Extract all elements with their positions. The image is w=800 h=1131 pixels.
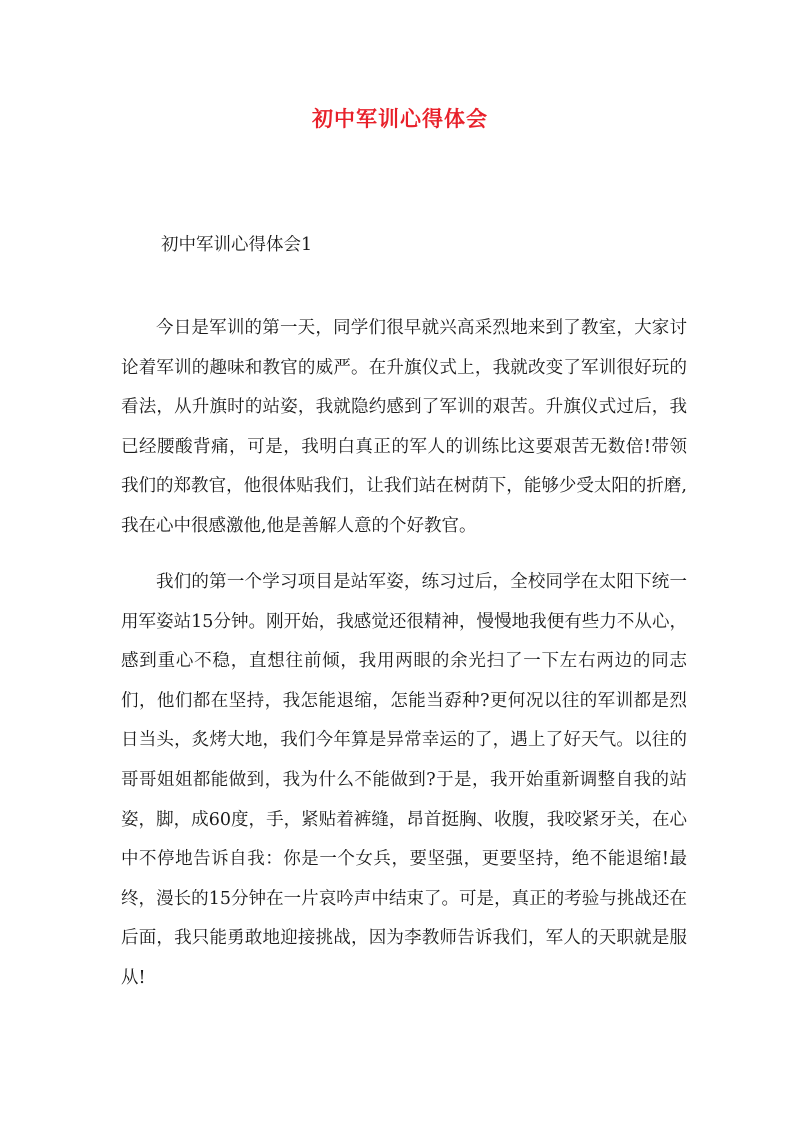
paragraph-1: 今日是军训的第一天，同学们很早就兴高采烈地来到了教室，大家讨论着军训的趣味和教官的威严。在升旗仪式上，我就改变了军训很好玩的看法，从升旗时的站姿，我就隐约感到了军训的艰苦。升旗仪式过后，我已经腰酸背痛，可是，我明白真正的军人的训练比这要艰苦无数倍!带领我们的郑教官，他很体贴我们，让我们站在树荫下，能够少受太阳的折磨,我在心中很感激他,他是善解人意的个好教官。 bbox=[121, 318, 687, 536]
paragraph-2: 我们的第一个学习项目是站军姿，练习过后，全校同学在太阳下统一用军姿站15分钟。刚开始，我感觉还很精神，慢慢地我便有些力不从心，感到重心不稳，直想往前倾，我用两眼的余光扫了一下左右两边的同志们，他们都在坚持，我怎能退缩，怎能当孬种?更何况以往的军训都是烈日当头，炙烤大地，我们今年算是异常幸运的了，遇上了好天气。以往的哥哥姐姐都能做到，我为什么不能做到?于是，我开始重新调整自我的站姿，脚，成60度，手，紧贴着裤缝，昂首挺胸、收腹，我咬紧牙关，在心中不停地告诉自我：你是一个女兵，要坚强，更要坚持，绝不能退缩!最终，漫长的15分钟在一片哀吟声中结束了。可是，真正的考验与挑战还在后面，我只能勇敢地迎接挑战，因为李教师告诉我们，军人的天职就是服从! bbox=[121, 572, 687, 988]
document-title: 初中军训心得体会 bbox=[312, 106, 488, 131]
section-heading: 初中军训心得体会1 bbox=[161, 235, 313, 255]
